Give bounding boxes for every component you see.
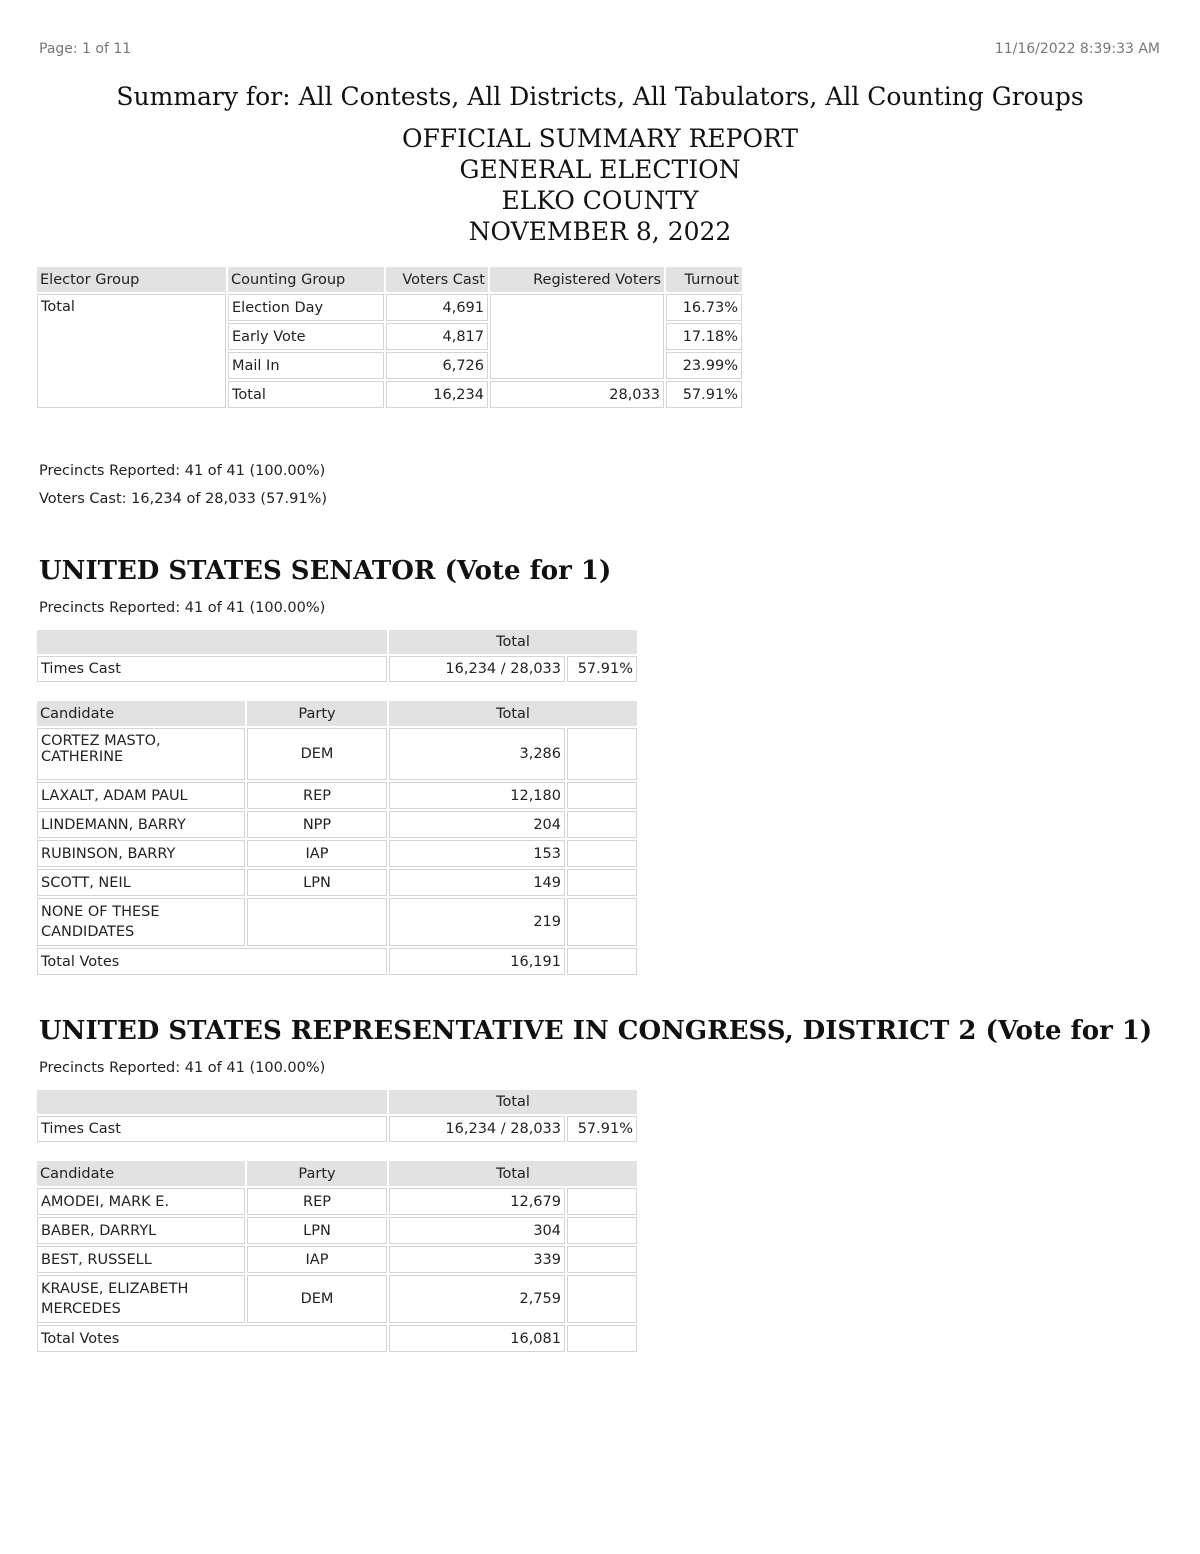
col-turnout: Turnout xyxy=(666,267,742,292)
elector-group-total: Total xyxy=(37,294,226,408)
report-line-date: NOVEMBER 8, 2022 xyxy=(468,217,732,246)
page-number: Page: 1 of 11 xyxy=(39,41,132,57)
overall-voters-cast: Voters Cast: 16,234 of 28,033 (57.91%) xyxy=(39,491,328,507)
table-row xyxy=(37,898,637,946)
col-candidate: Candidate xyxy=(37,1161,245,1186)
candidate-total: 204 xyxy=(389,811,565,838)
candidate-pct xyxy=(567,1217,637,1244)
contest-precincts-reported: Precincts Reported: 41 of 41 (100.00%) xyxy=(39,600,326,616)
col-total: Total xyxy=(389,701,637,726)
total-votes-pct xyxy=(567,1325,637,1352)
table-row xyxy=(37,782,637,809)
times-cast-label: Times Cast xyxy=(37,656,387,682)
candidate-total: 339 xyxy=(389,1246,565,1273)
turnout: 16.73% xyxy=(666,294,742,321)
candidate-table-senator xyxy=(35,699,639,977)
times-cast-header-total: Total xyxy=(389,630,637,654)
total-votes-label: Total Votes xyxy=(37,1325,387,1352)
times-cast-label: Times Cast xyxy=(37,1116,387,1142)
candidate-party: LPN xyxy=(247,869,387,896)
summary-title: Summary for: All Contests, All Districts, All Tabulators, All Counting Groups xyxy=(116,82,1084,111)
report-title-block xyxy=(0,123,1200,247)
table-row xyxy=(37,869,637,896)
table-row xyxy=(37,811,637,838)
turnout-header-row xyxy=(37,267,742,292)
registered-voters xyxy=(490,294,664,379)
col-voters-cast: Voters Cast xyxy=(386,267,488,292)
times-cast-header-blank xyxy=(37,1090,387,1114)
times-cast-header-total: Total xyxy=(389,1090,637,1114)
candidate-pct xyxy=(567,1275,637,1323)
report-line-election: GENERAL ELECTION xyxy=(459,155,741,184)
candidate-name: AMODEI, MARK E. xyxy=(37,1188,245,1215)
candidate-name: BEST, RUSSELL xyxy=(37,1246,245,1273)
turnout-table xyxy=(35,265,744,410)
candidate-name: RUBINSON, BARRY xyxy=(37,840,245,867)
counting-group: Election Day xyxy=(228,294,384,321)
col-party: Party xyxy=(247,701,387,726)
candidate-party: NPP xyxy=(247,811,387,838)
candidate-name: SCOTT, NEIL xyxy=(37,869,245,896)
col-elector-group: Elector Group xyxy=(37,267,226,292)
candidate-party: LPN xyxy=(247,1217,387,1244)
total-votes-pct xyxy=(567,948,637,975)
candidate-party: IAP xyxy=(247,1246,387,1273)
times-cast-header-blank xyxy=(37,630,387,654)
candidate-party: IAP xyxy=(247,840,387,867)
report-line-county: ELKO COUNTY xyxy=(501,186,699,215)
table-row xyxy=(37,1217,637,1244)
counting-group: Total xyxy=(228,381,384,408)
candidate-party: DEM xyxy=(247,1275,387,1323)
candidate-party: REP xyxy=(247,782,387,809)
candidate-name: CORTEZ MASTO, CATHERINE xyxy=(37,728,245,780)
total-votes-row xyxy=(37,1325,637,1352)
candidate-name-line: NONE OF THESE xyxy=(41,904,160,920)
times-cast-value: 16,234 / 28,033 xyxy=(389,656,565,682)
report-line-official: OFFICIAL SUMMARY REPORT xyxy=(401,124,799,153)
table-row xyxy=(37,840,637,867)
candidate-total: 304 xyxy=(389,1217,565,1244)
counting-group: Early Vote xyxy=(228,323,384,350)
candidate-table-congress xyxy=(35,1159,639,1354)
candidate-total: 12,180 xyxy=(389,782,565,809)
candidate-name: BABER, DARRYL xyxy=(37,1217,245,1244)
counting-group: Mail In xyxy=(228,352,384,379)
candidate-pct xyxy=(567,898,637,946)
col-party: Party xyxy=(247,1161,387,1186)
voters-cast: 4,817 xyxy=(386,323,488,350)
candidate-pct xyxy=(567,782,637,809)
candidate-name xyxy=(37,1275,245,1323)
times-cast-table xyxy=(35,1088,639,1144)
col-registered-voters: Registered Voters xyxy=(490,267,664,292)
times-cast-value: 16,234 / 28,033 xyxy=(389,1116,565,1142)
candidate-name-line: KRAUSE, ELIZABETH xyxy=(41,1281,189,1297)
table-row xyxy=(37,1188,637,1215)
voters-cast: 16,234 xyxy=(386,381,488,408)
candidate-pct xyxy=(567,840,637,867)
candidate-total: 149 xyxy=(389,869,565,896)
candidate-total: 219 xyxy=(389,898,565,946)
turnout: 17.18% xyxy=(666,323,742,350)
total-votes-label: Total Votes xyxy=(37,948,387,975)
table-row xyxy=(37,1275,637,1323)
voters-cast: 4,691 xyxy=(386,294,488,321)
candidate-party: REP xyxy=(247,1188,387,1215)
candidate-total: 3,286 xyxy=(389,728,565,780)
candidate-header-row xyxy=(37,1161,637,1186)
table-row xyxy=(37,1246,637,1273)
candidate-header-row xyxy=(37,701,637,726)
times-cast-pct: 57.91% xyxy=(567,1116,637,1142)
turnout: 57.91% xyxy=(666,381,742,408)
times-cast-table xyxy=(35,628,639,684)
total-votes-row xyxy=(37,948,637,975)
candidate-total: 153 xyxy=(389,840,565,867)
table-row xyxy=(37,728,637,780)
candidate-pct xyxy=(567,728,637,780)
candidate-pct xyxy=(567,869,637,896)
col-candidate: Candidate xyxy=(37,701,245,726)
candidate-name-line: MERCEDES xyxy=(41,1301,121,1317)
report-timestamp: 11/16/2022 8:39:33 AM xyxy=(994,41,1160,57)
candidate-name: LAXALT, ADAM PAUL xyxy=(37,782,245,809)
candidate-total: 2,759 xyxy=(389,1275,565,1323)
turnout: 23.99% xyxy=(666,352,742,379)
total-votes-value: 16,081 xyxy=(389,1325,565,1352)
candidate-name xyxy=(37,898,245,946)
registered-voters: 28,033 xyxy=(490,381,664,408)
candidate-party xyxy=(247,898,387,946)
candidate-name-line: CANDIDATES xyxy=(41,924,135,940)
candidate-pct xyxy=(567,811,637,838)
candidate-party: DEM xyxy=(247,728,387,780)
candidate-total: 12,679 xyxy=(389,1188,565,1215)
col-counting-group: Counting Group xyxy=(228,267,384,292)
candidate-pct xyxy=(567,1246,637,1273)
times-cast-pct: 57.91% xyxy=(567,656,637,682)
candidate-pct xyxy=(567,1188,637,1215)
contest-precincts-reported: Precincts Reported: 41 of 41 (100.00%) xyxy=(39,1060,326,1076)
table-row xyxy=(37,294,742,321)
total-votes-value: 16,191 xyxy=(389,948,565,975)
overall-precincts-reported: Precincts Reported: 41 of 41 (100.00%) xyxy=(39,463,326,479)
candidate-name: LINDEMANN, BARRY xyxy=(37,811,245,838)
contest-title-senator: UNITED STATES SENATOR (Vote for 1) xyxy=(39,556,612,586)
contest-title-congress: UNITED STATES REPRESENTATIVE IN CONGRESS, DISTRICT 2 (Vote for 1) xyxy=(39,1016,1153,1046)
col-total: Total xyxy=(389,1161,637,1186)
voters-cast: 6,726 xyxy=(386,352,488,379)
